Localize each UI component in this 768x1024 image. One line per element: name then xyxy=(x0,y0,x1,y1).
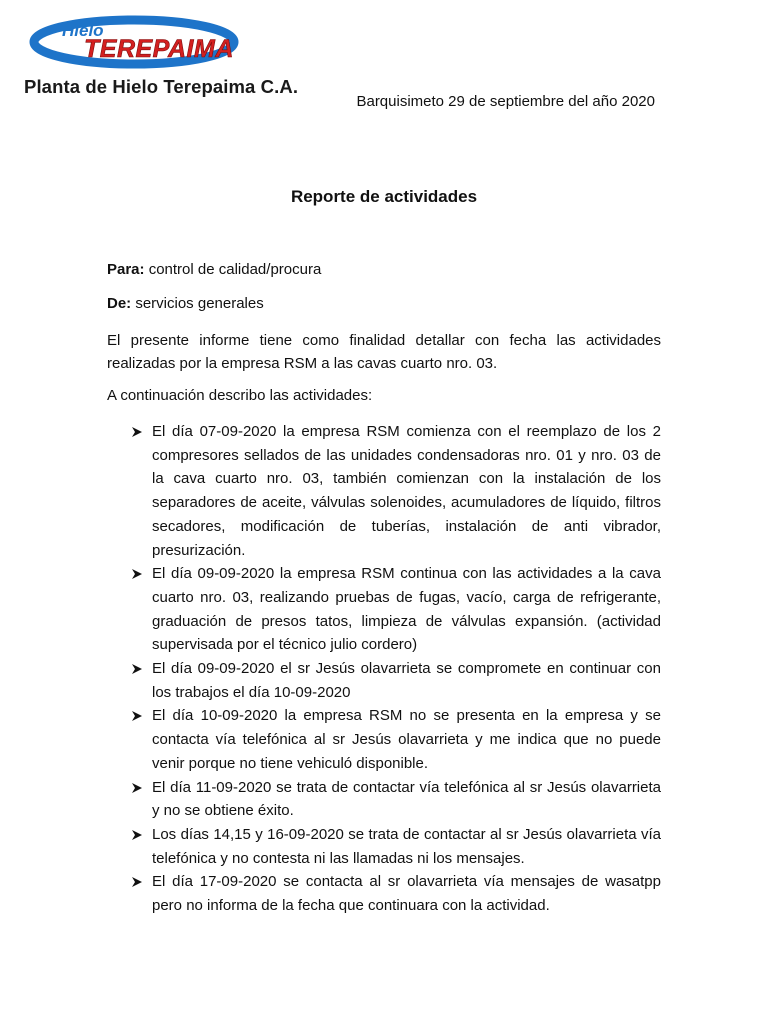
list-item xyxy=(131,657,661,704)
activities-lead: A continuación describo las actividades: xyxy=(107,387,373,404)
arrowhead-bullet-icon xyxy=(131,710,143,722)
date-line: Barquisimeto 29 de septiembre del año 2020 xyxy=(356,93,655,110)
activity-text: El día 09-09-2020 la empresa RSM continua con las actividades a la cava cuarto nro. 03, realizando pruebas de fugas, vacío, carga de refrigerante, graduación de presos tatos, limpieza de válvulas expansión. (actividad supervisada por el técnico julio cordero) xyxy=(152,565,661,654)
arrowhead-bullet-icon xyxy=(131,876,143,888)
arrowhead-bullet-icon xyxy=(131,568,143,580)
activity-text: El día 07-09-2020 la empresa RSM comienza con el reemplazo de los 2 compresores sellados de las unidades condensadoras nro. 01 y nro. 03 de la cava cuarto nro. 03, también comienzan con la instalación de los separadores de aceite, válvulas solenoides, acumuladores de líquido, filtros secadores, modificación de tuberías, instalación de anti vibrador, presurización. xyxy=(152,423,661,559)
para-field xyxy=(107,261,321,278)
list-item xyxy=(131,776,661,823)
list-item xyxy=(131,823,661,870)
list-item xyxy=(131,704,661,775)
company-name: Planta de Hielo Terepaima C.A. xyxy=(24,76,299,97)
arrowhead-bullet-icon xyxy=(131,782,143,794)
activity-text: El día 10-09-2020 la empresa RSM no se presenta en la empresa y se contacta vía telefónica al sr Jesús olavarrieta y me indica que no puede venir porque no tiene vehiculó disponible. xyxy=(152,707,661,772)
arrowhead-bullet-icon xyxy=(131,426,143,438)
activity-text: El día 09-09-2020 el sr Jesús olavarrieta se compromete en continuar con los trabajos el día 10-09-2020 xyxy=(152,660,661,701)
de-field xyxy=(107,295,264,312)
logo-word-top: Hielo xyxy=(62,21,104,40)
logo-word-main: TEREPAIMA xyxy=(84,35,234,63)
list-item xyxy=(131,870,661,917)
intro-paragraph: El presente informe tiene como finalidad detallar con fecha las actividades realizadas por la empresa RSM a las cavas cuarto nro. 03. xyxy=(107,332,661,372)
para-label: Para: xyxy=(107,261,145,278)
activities-list xyxy=(131,420,661,918)
document-title: Reporte de actividades xyxy=(290,187,478,206)
activity-text: Los días 14,15 y 16-09-2020 se trata de contactar al sr Jesús olavarrieta vía telefónica y no contesta ni las llamadas ni los mensajes. xyxy=(152,825,661,867)
de-label: De: xyxy=(107,295,132,312)
para-value: control de calidad/procura xyxy=(144,261,322,278)
arrowhead-bullet-icon xyxy=(131,829,143,841)
logo-swoosh-icon xyxy=(22,12,262,74)
activity-text: El día 17-09-2020 se contacta al sr olavarrieta vía mensajes de wasatpp pero no informa de la fecha que continuara con la actividad. xyxy=(152,873,661,915)
list-item xyxy=(131,562,661,657)
company-logo xyxy=(22,12,299,102)
activity-text: El día 11-09-2020 se trata de contactar vía telefónica al sr Jesús olavarrieta y no se obtiene éxito. xyxy=(152,778,661,820)
list-item xyxy=(131,420,661,562)
arrowhead-bullet-icon xyxy=(131,663,143,675)
de-value: servicios generales xyxy=(131,295,264,312)
